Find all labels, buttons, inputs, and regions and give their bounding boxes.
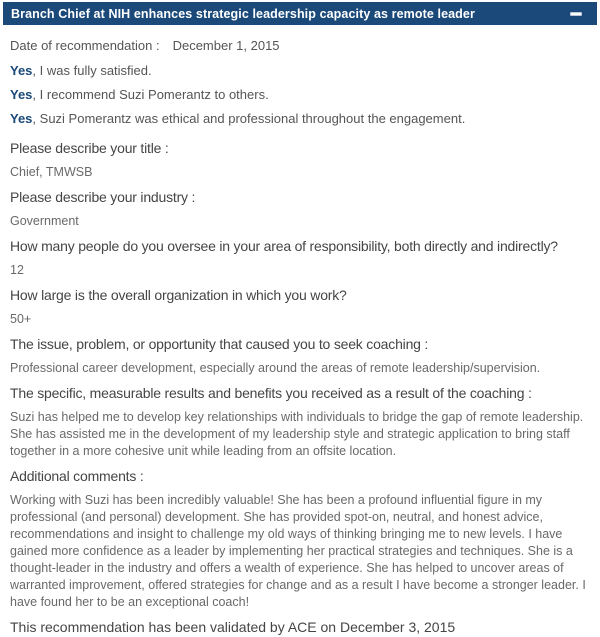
answer-industry: Government	[10, 214, 79, 228]
yes-label: Yes	[10, 63, 33, 78]
affirmation-text: , I was fully satisfied.	[32, 63, 152, 78]
answer-organization-size: 50+	[10, 312, 32, 326]
affirmation-satisfied	[10, 62, 590, 79]
question-industry: Please describe your industry :	[10, 189, 196, 205]
date-of-recommendation-line	[10, 37, 590, 54]
answer-additional-comments: Working with Suzi has been incredibly valuable! She has been a profound influential figure in my professional (and personal) development. She has provided spot-on, neutral, and honest advice, recommendations and insight to challenge my old ways of thinking bringing me to new levels. I have gained more confidence as a leader by implementing her practical strategies and techniques. She is a thought-leader in the industry and offers a wealth of experience. She has helped to uncover areas of warranted improvement, offered strategies for change and as a result I have become a stronger leader. I have found her to be an exceptional coach!	[10, 493, 586, 609]
qa-section	[10, 139, 590, 611]
date-value: December 1, 2015	[172, 38, 280, 53]
affirmation-text: , I recommend Suzi Pomerantz to others.	[32, 87, 269, 102]
recommendation-title: Branch Chief at NIH enhances strategic leadership capacity as remote leader	[11, 6, 475, 21]
question-title: Please describe your title :	[10, 140, 169, 156]
answer-results: Suzi has helped me to develop key relationships with individuals to bridge the gap of remote leadership. She has assisted me in the development of my leadership style and strategic application to bring staff together in a more cohesive unit while leading from an offsite location.	[10, 410, 584, 458]
recommendation-card	[0, 2, 600, 637]
recommendation-accordion-header[interactable]	[3, 2, 597, 25]
yes-label: Yes	[10, 87, 33, 102]
answer-title: Chief, TMWSB	[10, 165, 93, 179]
affirmation-ethical	[10, 110, 590, 127]
question-issue: The issue, problem, or opportunity that caused you to seek coaching :	[10, 336, 429, 352]
minus-icon	[570, 12, 582, 16]
affirmation-text: , Suzi Pomerantz was ethical and professional throughout the engagement.	[32, 111, 466, 126]
collapse-button[interactable]	[567, 5, 585, 23]
question-organization-size: How large is the overall organization in which you work?	[10, 287, 347, 303]
yes-label: Yes	[10, 111, 33, 126]
answer-people-overseen: 12	[10, 263, 24, 277]
question-additional-comments: Additional comments :	[10, 468, 144, 484]
recommendation-body	[0, 25, 600, 637]
validation-statement: This recommendation has been validated by ACE on December 3, 2015	[10, 619, 456, 635]
question-results: The specific, measurable results and benefits you received as a result of the coaching :	[10, 385, 532, 401]
question-people-overseen: How many people do you oversee in your area of responsibility, both directly and indirectly?	[10, 238, 558, 254]
affirmation-recommend	[10, 86, 590, 103]
answer-issue: Professional career development, especially around the areas of remote leadership/supervision.	[10, 361, 541, 375]
date-label: Date of recommendation :	[10, 38, 160, 53]
